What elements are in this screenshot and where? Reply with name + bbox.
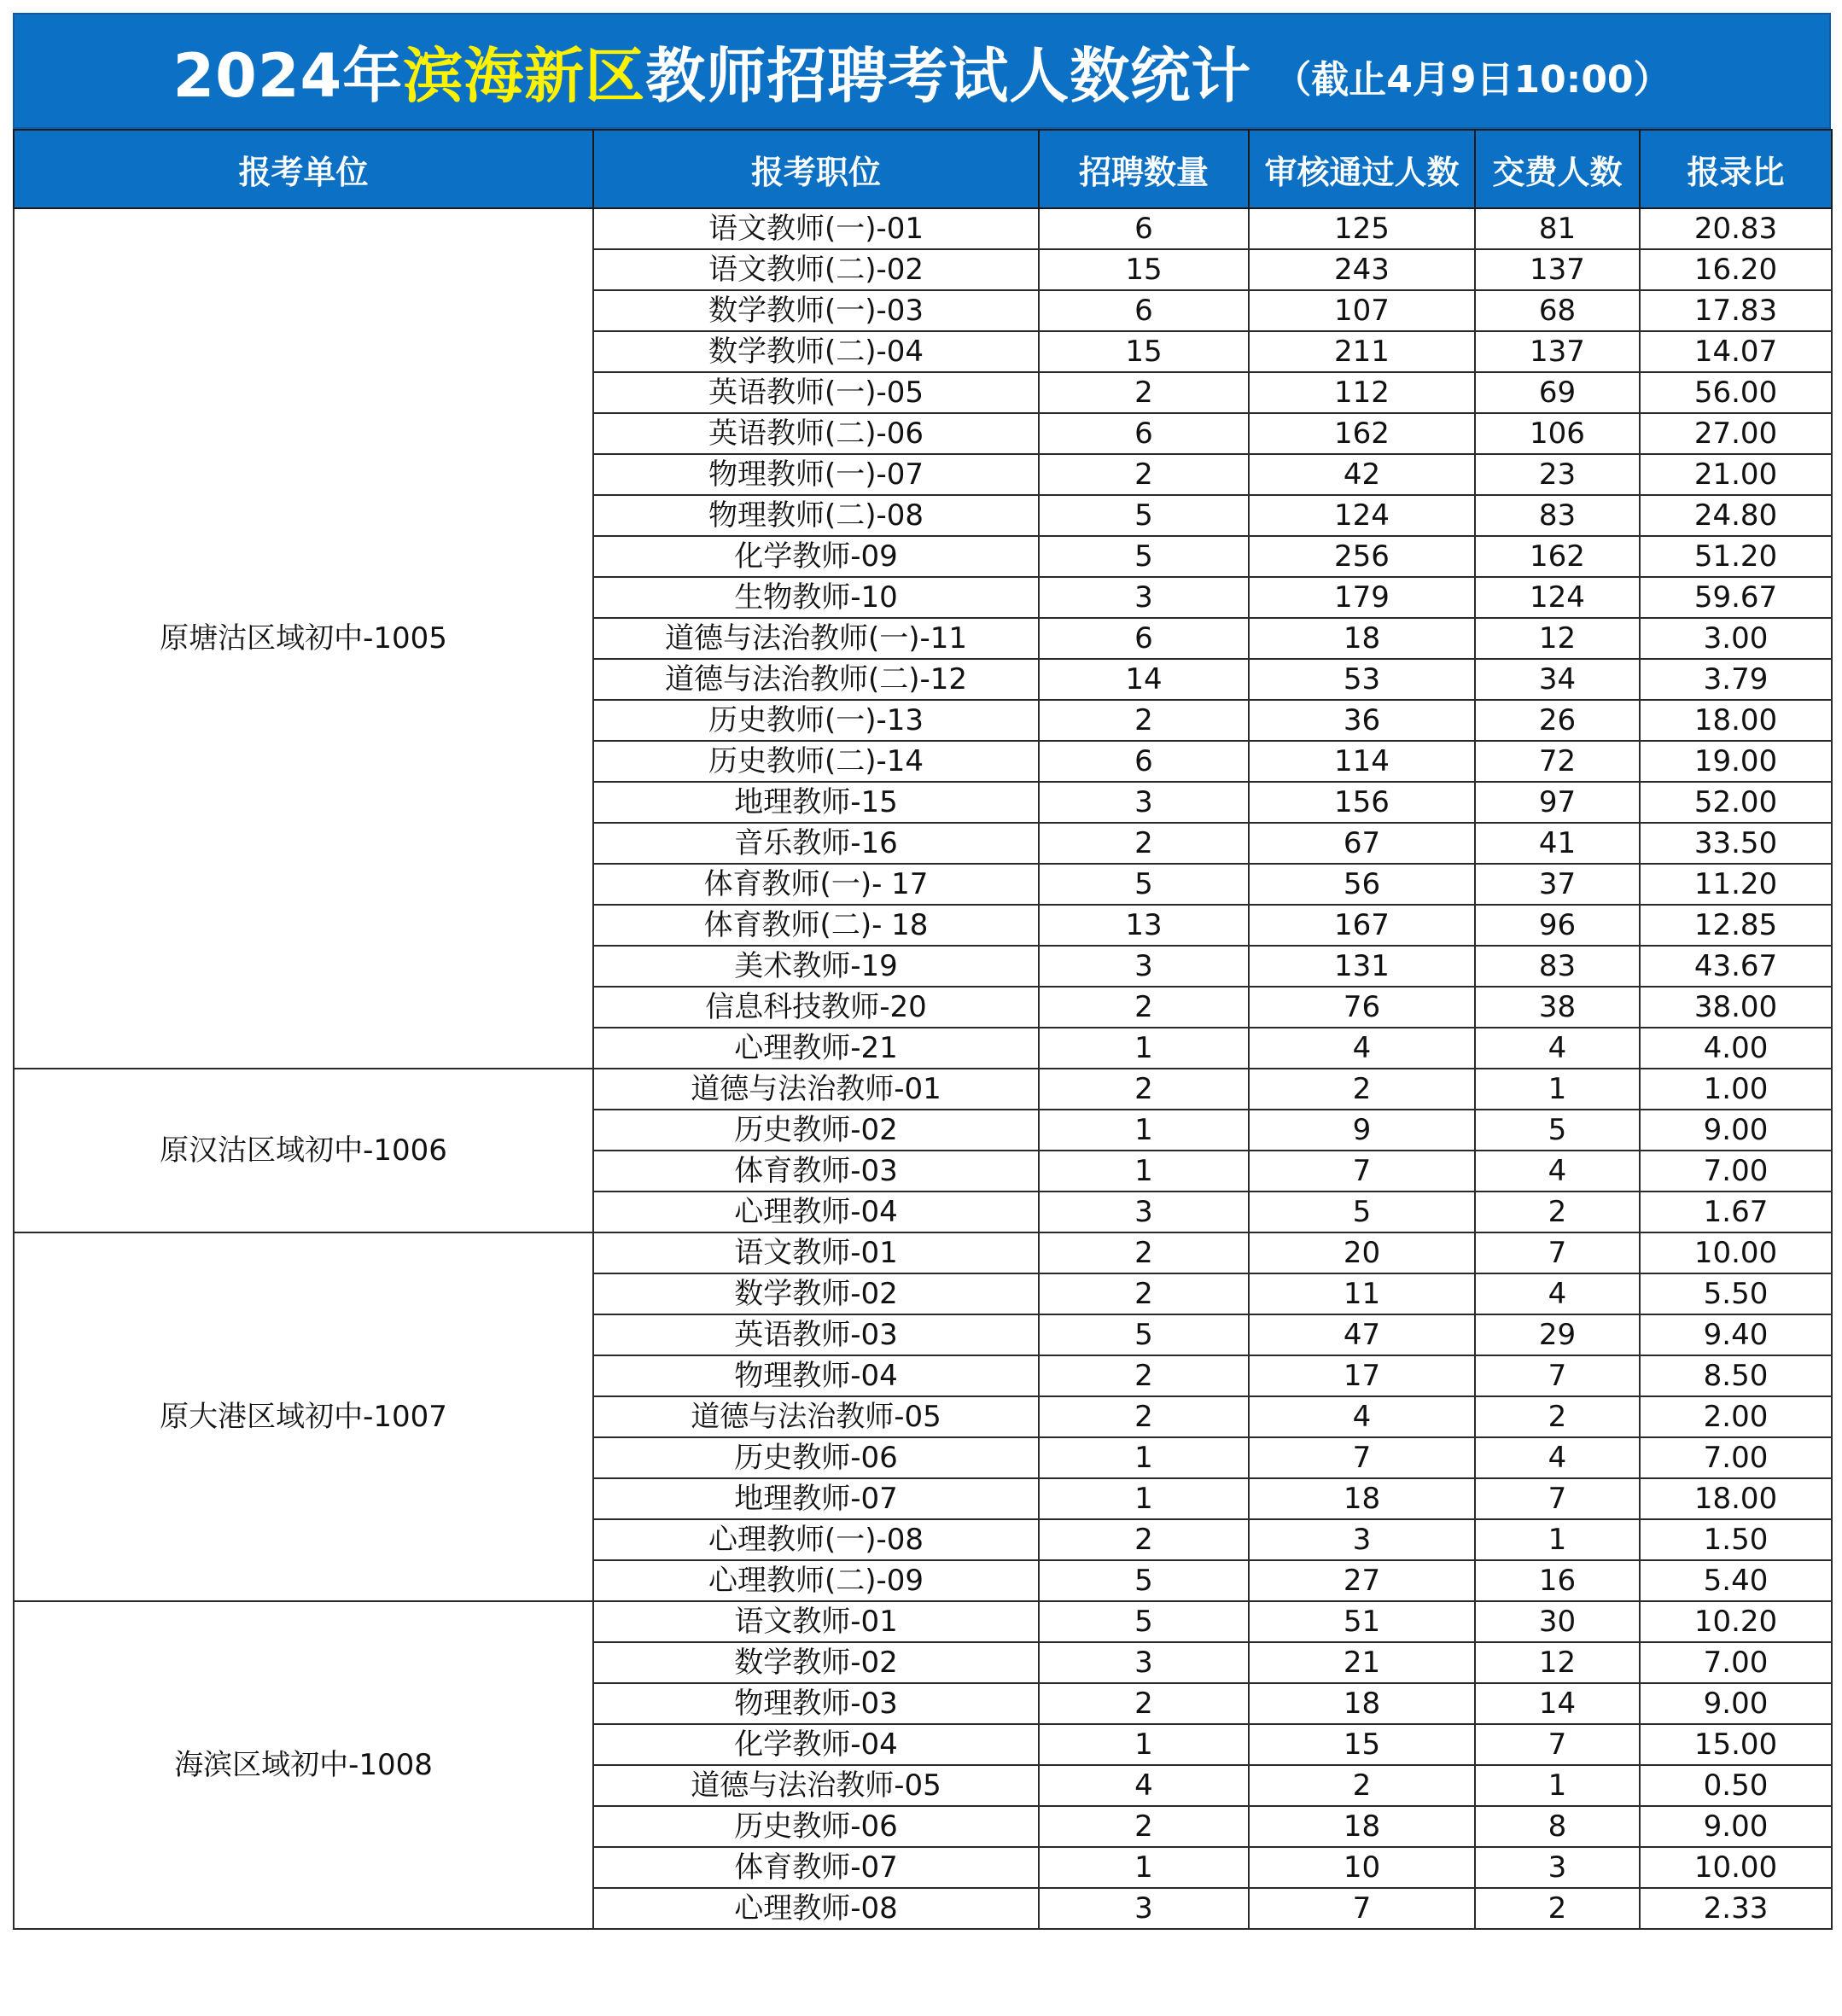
approved-cell: 36 bbox=[1249, 700, 1475, 741]
unit-cell: 原大港区域初中-1007 bbox=[14, 1232, 593, 1601]
paid-cell: 5 bbox=[1475, 1110, 1640, 1151]
ratio-cell: 33.50 bbox=[1640, 823, 1832, 864]
position-cell: 物理教师-04 bbox=[593, 1355, 1039, 1396]
quota-cell: 1 bbox=[1039, 1478, 1249, 1519]
paid-cell: 2 bbox=[1475, 1192, 1640, 1232]
ratio-cell: 0.50 bbox=[1640, 1765, 1832, 1806]
ratio-cell: 1.50 bbox=[1640, 1519, 1832, 1560]
approved-cell: 131 bbox=[1249, 946, 1475, 987]
ratio-cell: 1.00 bbox=[1640, 1069, 1832, 1110]
quota-cell: 2 bbox=[1039, 372, 1249, 413]
quota-cell: 13 bbox=[1039, 905, 1249, 946]
paid-cell: 72 bbox=[1475, 741, 1640, 782]
approved-cell: 114 bbox=[1249, 741, 1475, 782]
table-row bbox=[14, 1601, 1832, 1642]
unit-cell: 原汉沽区域初中-1006 bbox=[14, 1069, 593, 1232]
quota-cell: 1 bbox=[1039, 1110, 1249, 1151]
quota-cell: 15 bbox=[1039, 331, 1249, 372]
ratio-cell: 38.00 bbox=[1640, 987, 1832, 1028]
paid-cell: 38 bbox=[1475, 987, 1640, 1028]
position-cell: 数学教师-02 bbox=[593, 1273, 1039, 1314]
paid-cell: 37 bbox=[1475, 864, 1640, 905]
approved-cell: 124 bbox=[1249, 495, 1475, 536]
statistics-sheet bbox=[13, 13, 1831, 2004]
paid-cell: 41 bbox=[1475, 823, 1640, 864]
approved-cell: 4 bbox=[1249, 1396, 1475, 1437]
quota-cell: 4 bbox=[1039, 1765, 1249, 1806]
quota-cell: 3 bbox=[1039, 946, 1249, 987]
quota-cell: 2 bbox=[1039, 454, 1249, 495]
approved-cell: 125 bbox=[1249, 208, 1475, 249]
position-cell: 化学教师-04 bbox=[593, 1724, 1039, 1765]
position-cell: 心理教师-08 bbox=[593, 1888, 1039, 1929]
position-cell: 道德与法治教师-05 bbox=[593, 1765, 1039, 1806]
table-row bbox=[14, 208, 1832, 249]
approved-cell: 107 bbox=[1249, 290, 1475, 331]
quota-cell: 3 bbox=[1039, 577, 1249, 618]
paid-cell: 7 bbox=[1475, 1478, 1640, 1519]
ratio-cell: 7.00 bbox=[1640, 1437, 1832, 1478]
page-title bbox=[13, 13, 1831, 129]
paid-cell: 8 bbox=[1475, 1806, 1640, 1847]
quota-cell: 3 bbox=[1039, 1642, 1249, 1683]
unit-cell: 海滨区域初中-1008 bbox=[14, 1601, 593, 1929]
position-cell: 英语教师-03 bbox=[593, 1314, 1039, 1355]
quota-cell: 5 bbox=[1039, 495, 1249, 536]
paid-cell: 106 bbox=[1475, 413, 1640, 454]
approved-cell: 162 bbox=[1249, 413, 1475, 454]
approved-cell: 47 bbox=[1249, 1314, 1475, 1355]
paid-cell: 7 bbox=[1475, 1355, 1640, 1396]
header-unit: 报考单位 bbox=[14, 130, 593, 208]
header-approved: 审核通过人数 bbox=[1249, 130, 1475, 208]
position-cell: 道德与法治教师(二)-12 bbox=[593, 659, 1039, 700]
quota-cell: 1 bbox=[1039, 1847, 1249, 1888]
paid-cell: 81 bbox=[1475, 208, 1640, 249]
position-cell: 英语教师(一)-05 bbox=[593, 372, 1039, 413]
quota-cell: 6 bbox=[1039, 618, 1249, 659]
position-cell: 地理教师-15 bbox=[593, 782, 1039, 823]
approved-cell: 11 bbox=[1249, 1273, 1475, 1314]
position-cell: 信息科技教师-20 bbox=[593, 987, 1039, 1028]
paid-cell: 26 bbox=[1475, 700, 1640, 741]
approved-cell: 7 bbox=[1249, 1151, 1475, 1192]
approved-cell: 67 bbox=[1249, 823, 1475, 864]
quota-cell: 3 bbox=[1039, 1888, 1249, 1929]
position-cell: 体育教师-03 bbox=[593, 1151, 1039, 1192]
header-ratio: 报录比 bbox=[1640, 130, 1832, 208]
paid-cell: 4 bbox=[1475, 1273, 1640, 1314]
header-paid: 交费人数 bbox=[1475, 130, 1640, 208]
position-cell: 语文教师(二)-02 bbox=[593, 249, 1039, 290]
ratio-cell: 43.67 bbox=[1640, 946, 1832, 987]
quota-cell: 2 bbox=[1039, 1519, 1249, 1560]
position-cell: 数学教师-02 bbox=[593, 1642, 1039, 1683]
paid-cell: 14 bbox=[1475, 1683, 1640, 1724]
ratio-cell: 3.00 bbox=[1640, 618, 1832, 659]
ratio-cell: 4.00 bbox=[1640, 1028, 1832, 1069]
position-cell: 地理教师-07 bbox=[593, 1478, 1039, 1519]
approved-cell: 18 bbox=[1249, 1478, 1475, 1519]
position-cell: 道德与法治教师-05 bbox=[593, 1396, 1039, 1437]
approved-cell: 21 bbox=[1249, 1642, 1475, 1683]
paid-cell: 7 bbox=[1475, 1724, 1640, 1765]
ratio-cell: 52.00 bbox=[1640, 782, 1832, 823]
approved-cell: 167 bbox=[1249, 905, 1475, 946]
quota-cell: 2 bbox=[1039, 823, 1249, 864]
quota-cell: 1 bbox=[1039, 1724, 1249, 1765]
ratio-cell: 20.83 bbox=[1640, 208, 1832, 249]
position-cell: 语文教师(一)-01 bbox=[593, 208, 1039, 249]
quota-cell: 1 bbox=[1039, 1151, 1249, 1192]
title-highlight: 滨海新区 bbox=[403, 40, 646, 111]
approved-cell: 7 bbox=[1249, 1888, 1475, 1929]
ratio-cell: 51.20 bbox=[1640, 536, 1832, 577]
unit-cell: 原塘沽区域初中-1005 bbox=[14, 208, 593, 1069]
approved-cell: 112 bbox=[1249, 372, 1475, 413]
paid-cell: 69 bbox=[1475, 372, 1640, 413]
position-cell: 语文教师-01 bbox=[593, 1232, 1039, 1273]
position-cell: 心理教师-21 bbox=[593, 1028, 1039, 1069]
quota-cell: 5 bbox=[1039, 536, 1249, 577]
quota-cell: 1 bbox=[1039, 1028, 1249, 1069]
approved-cell: 18 bbox=[1249, 618, 1475, 659]
approved-cell: 10 bbox=[1249, 1847, 1475, 1888]
paid-cell: 3 bbox=[1475, 1847, 1640, 1888]
position-cell: 体育教师(一)- 17 bbox=[593, 864, 1039, 905]
recruitment-table bbox=[13, 129, 1833, 1930]
position-cell: 美术教师-19 bbox=[593, 946, 1039, 987]
position-cell: 数学教师(一)-03 bbox=[593, 290, 1039, 331]
paid-cell: 4 bbox=[1475, 1437, 1640, 1478]
table-body bbox=[14, 208, 1832, 1929]
ratio-cell: 2.33 bbox=[1640, 1888, 1832, 1929]
quota-cell: 6 bbox=[1039, 413, 1249, 454]
paid-cell: 162 bbox=[1475, 536, 1640, 577]
approved-cell: 15 bbox=[1249, 1724, 1475, 1765]
title-prefix: 2024年 bbox=[172, 40, 404, 111]
ratio-cell: 1.67 bbox=[1640, 1192, 1832, 1232]
ratio-cell: 18.00 bbox=[1640, 1478, 1832, 1519]
paid-cell: 12 bbox=[1475, 1642, 1640, 1683]
position-cell: 数学教师(二)-04 bbox=[593, 331, 1039, 372]
position-cell: 道德与法治教师(一)-11 bbox=[593, 618, 1039, 659]
quota-cell: 2 bbox=[1039, 1396, 1249, 1437]
approved-cell: 2 bbox=[1249, 1765, 1475, 1806]
ratio-cell: 3.79 bbox=[1640, 659, 1832, 700]
ratio-cell: 5.50 bbox=[1640, 1273, 1832, 1314]
paid-cell: 1 bbox=[1475, 1519, 1640, 1560]
paid-cell: 29 bbox=[1475, 1314, 1640, 1355]
quota-cell: 5 bbox=[1039, 1560, 1249, 1601]
ratio-cell: 27.00 bbox=[1640, 413, 1832, 454]
approved-cell: 17 bbox=[1249, 1355, 1475, 1396]
ratio-cell: 9.00 bbox=[1640, 1110, 1832, 1151]
paid-cell: 83 bbox=[1475, 946, 1640, 987]
quota-cell: 5 bbox=[1039, 1601, 1249, 1642]
position-cell: 体育教师-07 bbox=[593, 1847, 1039, 1888]
paid-cell: 2 bbox=[1475, 1888, 1640, 1929]
ratio-cell: 18.00 bbox=[1640, 700, 1832, 741]
position-cell: 心理教师-04 bbox=[593, 1192, 1039, 1232]
position-cell: 历史教师-06 bbox=[593, 1806, 1039, 1847]
position-cell: 历史教师(一)-13 bbox=[593, 700, 1039, 741]
approved-cell: 2 bbox=[1249, 1069, 1475, 1110]
header-position: 报考职位 bbox=[593, 130, 1039, 208]
ratio-cell: 59.67 bbox=[1640, 577, 1832, 618]
approved-cell: 179 bbox=[1249, 577, 1475, 618]
approved-cell: 53 bbox=[1249, 659, 1475, 700]
approved-cell: 156 bbox=[1249, 782, 1475, 823]
ratio-cell: 17.83 bbox=[1640, 290, 1832, 331]
quota-cell: 3 bbox=[1039, 782, 1249, 823]
position-cell: 语文教师-01 bbox=[593, 1601, 1039, 1642]
title-suffix: 教师招聘考试人数统计 bbox=[645, 40, 1252, 111]
approved-cell: 18 bbox=[1249, 1683, 1475, 1724]
paid-cell: 1 bbox=[1475, 1765, 1640, 1806]
position-cell: 心理教师(二)-09 bbox=[593, 1560, 1039, 1601]
approved-cell: 4 bbox=[1249, 1028, 1475, 1069]
quota-cell: 2 bbox=[1039, 1806, 1249, 1847]
approved-cell: 51 bbox=[1249, 1601, 1475, 1642]
quota-cell: 2 bbox=[1039, 1355, 1249, 1396]
paid-cell: 2 bbox=[1475, 1396, 1640, 1437]
paid-cell: 4 bbox=[1475, 1028, 1640, 1069]
ratio-cell: 24.80 bbox=[1640, 495, 1832, 536]
header-quota: 招聘数量 bbox=[1039, 130, 1249, 208]
ratio-cell: 21.00 bbox=[1640, 454, 1832, 495]
position-cell: 心理教师(一)-08 bbox=[593, 1519, 1039, 1560]
paid-cell: 16 bbox=[1475, 1560, 1640, 1601]
position-cell: 物理教师(二)-08 bbox=[593, 495, 1039, 536]
approved-cell: 20 bbox=[1249, 1232, 1475, 1273]
ratio-cell: 9.40 bbox=[1640, 1314, 1832, 1355]
paid-cell: 83 bbox=[1475, 495, 1640, 536]
quota-cell: 14 bbox=[1039, 659, 1249, 700]
approved-cell: 243 bbox=[1249, 249, 1475, 290]
quota-cell: 15 bbox=[1039, 249, 1249, 290]
ratio-cell: 10.20 bbox=[1640, 1601, 1832, 1642]
position-cell: 体育教师(二)- 18 bbox=[593, 905, 1039, 946]
ratio-cell: 5.40 bbox=[1640, 1560, 1832, 1601]
approved-cell: 7 bbox=[1249, 1437, 1475, 1478]
ratio-cell: 9.00 bbox=[1640, 1683, 1832, 1724]
quota-cell: 5 bbox=[1039, 1314, 1249, 1355]
paid-cell: 7 bbox=[1475, 1232, 1640, 1273]
table-header-row bbox=[14, 130, 1832, 208]
approved-cell: 256 bbox=[1249, 536, 1475, 577]
quota-cell: 2 bbox=[1039, 1232, 1249, 1273]
paid-cell: 68 bbox=[1475, 290, 1640, 331]
paid-cell: 30 bbox=[1475, 1601, 1640, 1642]
ratio-cell: 10.00 bbox=[1640, 1232, 1832, 1273]
position-cell: 物理教师-03 bbox=[593, 1683, 1039, 1724]
position-cell: 历史教师(二)-14 bbox=[593, 741, 1039, 782]
ratio-cell: 12.85 bbox=[1640, 905, 1832, 946]
quota-cell: 6 bbox=[1039, 741, 1249, 782]
quota-cell: 6 bbox=[1039, 290, 1249, 331]
ratio-cell: 19.00 bbox=[1640, 741, 1832, 782]
ratio-cell: 15.00 bbox=[1640, 1724, 1832, 1765]
ratio-cell: 10.00 bbox=[1640, 1847, 1832, 1888]
position-cell: 音乐教师-16 bbox=[593, 823, 1039, 864]
ratio-cell: 9.00 bbox=[1640, 1806, 1832, 1847]
paid-cell: 124 bbox=[1475, 577, 1640, 618]
position-cell: 物理教师(一)-07 bbox=[593, 454, 1039, 495]
quota-cell: 6 bbox=[1039, 208, 1249, 249]
table-row bbox=[14, 1232, 1832, 1273]
quota-cell: 2 bbox=[1039, 1069, 1249, 1110]
ratio-cell: 7.00 bbox=[1640, 1642, 1832, 1683]
position-cell: 道德与法治教师-01 bbox=[593, 1069, 1039, 1110]
ratio-cell: 8.50 bbox=[1640, 1355, 1832, 1396]
quota-cell: 2 bbox=[1039, 1273, 1249, 1314]
quota-cell: 3 bbox=[1039, 1192, 1249, 1232]
position-cell: 英语教师(二)-06 bbox=[593, 413, 1039, 454]
approved-cell: 3 bbox=[1249, 1519, 1475, 1560]
paid-cell: 1 bbox=[1475, 1069, 1640, 1110]
approved-cell: 5 bbox=[1249, 1192, 1475, 1232]
quota-cell: 2 bbox=[1039, 987, 1249, 1028]
position-cell: 化学教师-09 bbox=[593, 536, 1039, 577]
ratio-cell: 11.20 bbox=[1640, 864, 1832, 905]
position-cell: 生物教师-10 bbox=[593, 577, 1039, 618]
paid-cell: 97 bbox=[1475, 782, 1640, 823]
ratio-cell: 7.00 bbox=[1640, 1151, 1832, 1192]
quota-cell: 2 bbox=[1039, 700, 1249, 741]
paid-cell: 23 bbox=[1475, 454, 1640, 495]
approved-cell: 76 bbox=[1249, 987, 1475, 1028]
ratio-cell: 2.00 bbox=[1640, 1396, 1832, 1437]
approved-cell: 18 bbox=[1249, 1806, 1475, 1847]
ratio-cell: 56.00 bbox=[1640, 372, 1832, 413]
paid-cell: 137 bbox=[1475, 249, 1640, 290]
title-main bbox=[172, 28, 1251, 114]
paid-cell: 12 bbox=[1475, 618, 1640, 659]
quota-cell: 2 bbox=[1039, 1683, 1249, 1724]
paid-cell: 137 bbox=[1475, 331, 1640, 372]
position-cell: 历史教师-02 bbox=[593, 1110, 1039, 1151]
table-row bbox=[14, 1069, 1832, 1110]
approved-cell: 211 bbox=[1249, 331, 1475, 372]
quota-cell: 1 bbox=[1039, 1437, 1249, 1478]
approved-cell: 56 bbox=[1249, 864, 1475, 905]
approved-cell: 27 bbox=[1249, 1560, 1475, 1601]
paid-cell: 34 bbox=[1475, 659, 1640, 700]
title-note: （截止4月9日10:00） bbox=[1274, 58, 1671, 102]
position-cell: 历史教师-06 bbox=[593, 1437, 1039, 1478]
ratio-cell: 16.20 bbox=[1640, 249, 1832, 290]
ratio-cell: 14.07 bbox=[1640, 331, 1832, 372]
approved-cell: 42 bbox=[1249, 454, 1475, 495]
paid-cell: 4 bbox=[1475, 1151, 1640, 1192]
quota-cell: 5 bbox=[1039, 864, 1249, 905]
approved-cell: 9 bbox=[1249, 1110, 1475, 1151]
paid-cell: 96 bbox=[1475, 905, 1640, 946]
